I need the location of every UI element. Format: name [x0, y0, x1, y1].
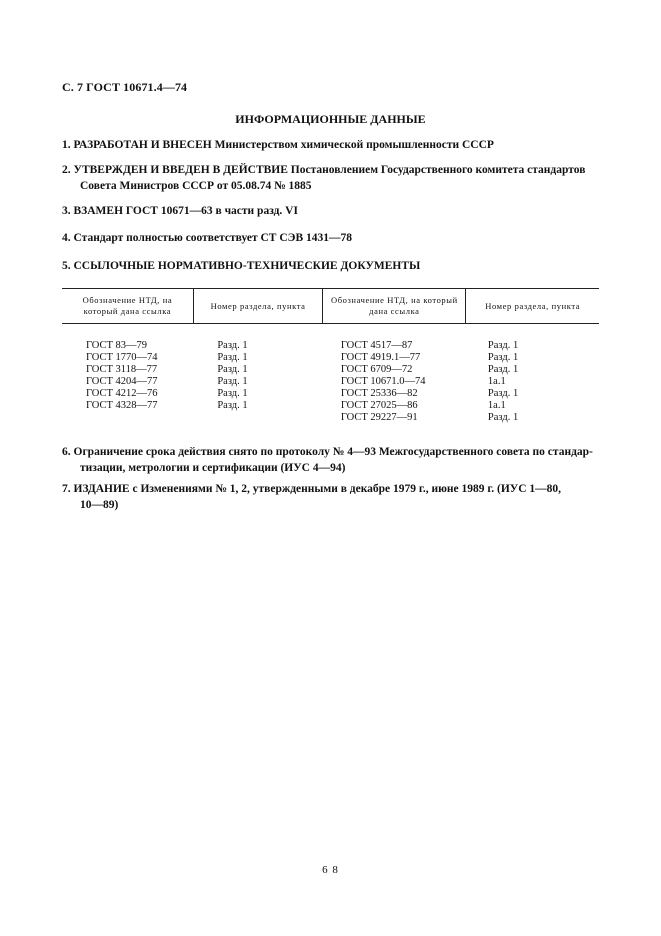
item-number: 2. [62, 164, 71, 176]
table-row [62, 352, 599, 364]
table-cell: ГОСТ 25336—82 [340, 388, 418, 399]
table-cell: ГОСТ 29227—91 [340, 412, 418, 423]
item-caps: УТВЕРЖДЕН И ВВЕДЕН В ДЕЙСТВИЕ [73, 164, 288, 176]
item-text: ГОСТ 10671—63 в части разд. VI [123, 205, 298, 217]
table-cell [62, 412, 193, 424]
table-cell: Разд. 1 [487, 340, 519, 351]
table-cell: 1а.1 [487, 376, 506, 387]
table-cell: ГОСТ 4517—87 [340, 340, 413, 351]
item-number: 4. [62, 232, 71, 244]
item-continuation: Совета Министров СССР от 05.08.74 № 1885 [80, 180, 312, 192]
item-continuation: 10—89) [80, 499, 119, 511]
table-cell: Разд. 1 [217, 388, 248, 399]
table-cell: Разд. 1 [217, 376, 248, 387]
reference-table [62, 288, 599, 424]
info-item-3 [62, 203, 602, 219]
table-cell: ГОСТ 1770—74 [86, 352, 158, 363]
table-cell: Разд. 1 [217, 400, 248, 411]
item-caps: ВЗАМЕН [73, 205, 124, 217]
table-cell: Разд. 1 [217, 364, 248, 375]
table-cell: ГОСТ 3118—77 [86, 364, 158, 375]
table-cell: ГОСТ 27025—86 [340, 400, 418, 411]
item-number: 5. [62, 260, 71, 272]
info-item-4 [62, 230, 602, 246]
table-cell: ГОСТ 4919.1—77 [340, 352, 421, 363]
item-continuation: тизации, метрологии и сертификации (ИУС 4—94) [80, 462, 346, 474]
table-row [62, 340, 599, 352]
table-cell: ГОСТ 83—79 [86, 340, 148, 351]
table-cell: Разд. 1 [487, 412, 519, 423]
info-item-1 [62, 137, 602, 153]
table-header-row [62, 289, 599, 324]
info-item-2 [62, 162, 602, 194]
item-number: 1. [62, 139, 71, 151]
table-row [62, 376, 599, 388]
table-cell: Разд. 1 [487, 388, 519, 399]
table-cell [193, 412, 322, 424]
table-cell: Разд. 1 [217, 352, 248, 363]
table-cell: ГОСТ 4328—77 [86, 400, 158, 411]
item-caps: ИЗДАНИЕ [73, 483, 130, 495]
item-caps: РАЗРАБОТАН И ВНЕСЕН [73, 139, 212, 151]
info-item-5 [62, 258, 602, 274]
column-header: Номер раздела, пункта [466, 289, 599, 324]
item-text: Ограничение срока действия снято по протоколу № 4—93 Межгосударственного совета по стандар- [70, 446, 593, 458]
item-text: с Изменениями № 1, 2, утвержденными в декабре 1979 г., июне 1989 г. (ИУС 1—80, [129, 483, 562, 495]
item-number: 6. [62, 446, 71, 458]
item-number: 7. [62, 483, 71, 495]
table-cell: 1а.1 [487, 400, 506, 411]
table-cell: ГОСТ 4204—77 [86, 376, 158, 387]
column-header: Обозначение НТД, на который дана ссылка [323, 289, 466, 324]
table-cell: ГОСТ 6709—72 [340, 364, 413, 375]
table-cell: Разд. 1 [487, 364, 519, 375]
page-number: 6 8 [322, 864, 339, 876]
table-cell: Разд. 1 [487, 352, 519, 363]
item-text: Постановлением Государственного комитета стандартов [287, 164, 586, 176]
table-spacer [62, 324, 599, 341]
table-cell: Разд. 1 [217, 340, 248, 351]
table-row [62, 364, 599, 376]
table-row [62, 400, 599, 412]
item-number: 3. [62, 205, 71, 217]
table-row [62, 412, 599, 424]
section-title: ИНФОРМАЦИОННЫЕ ДАННЫЕ [235, 112, 426, 126]
table-row [62, 388, 599, 400]
info-item-6 [62, 444, 602, 476]
column-header: Номер раздела, пункта [193, 289, 322, 324]
item-text: Стандарт полностью соответствует СТ СЭВ 1431—78 [70, 232, 353, 244]
table-cell: ГОСТ 4212—76 [86, 388, 158, 399]
item-text: Министерством химической промышленности СССР [211, 139, 494, 151]
column-header: Обозначение НТД, на который дана ссылка [62, 289, 193, 324]
table-cell: ГОСТ 10671.0—74 [340, 376, 426, 387]
item-caps: ССЫЛОЧНЫЕ НОРМАТИВНО-ТЕХНИЧЕСКИЕ ДОКУМЕНТЫ [73, 260, 421, 272]
page-header: С. 7 ГОСТ 10671.4—74 [62, 80, 188, 94]
info-item-7 [62, 481, 602, 513]
